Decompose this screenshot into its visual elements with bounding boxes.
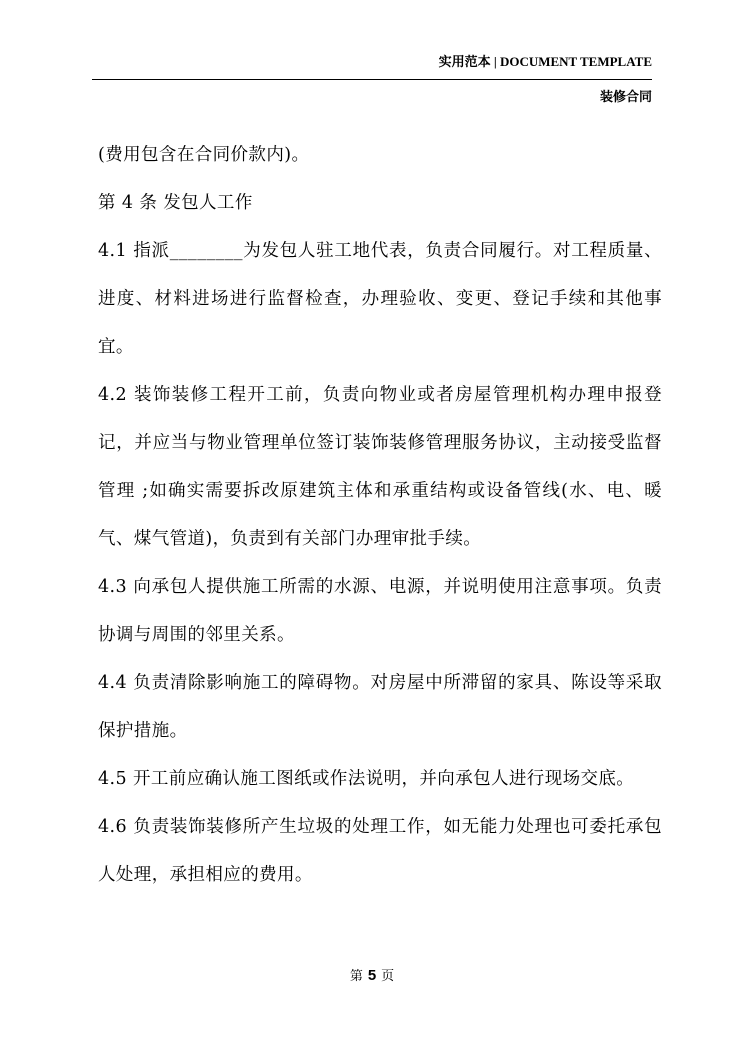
clause-4-3: 4.3 向承包人提供施工所需的水源、电源，并说明使用注意事项。负责协调与周围的邻里关系。 xyxy=(98,577,662,645)
header-title: 实用范本 | DOCUMENT TEMPLATE xyxy=(438,54,652,69)
clause-4-2: 4.2 装饰装修工程开工前，负责向物业或者房屋管理机构办理申报登记，并应当与物业管理单位签订装饰装修管理服务协议，主动接受监督管理 ;如确实需要拆改原建筑主体和承重结构或设备管线(水、电、暖气、煤气管道)，负责到有关部门办理审批手续。 xyxy=(98,385,662,549)
paragraph-fee-note: (费用包含在合同价款内)。 xyxy=(98,145,310,165)
clause-4-6: 4.6 负责装饰装修所产生垃圾的处理工作，如无能力处理也可委托承包人处理，承担相应的费用。 xyxy=(98,817,662,885)
document-body xyxy=(98,131,662,899)
page-suffix: 页 xyxy=(381,969,395,984)
clause-4-5: 4.5 开工前应确认施工图纸或作法说明，并向承包人进行现场交底。 xyxy=(98,769,635,789)
clause-4-1: 4.1 指派________为发包人驻工地代表，负责合同履行。对工程质量、进度、材料进场进行监督检查，办理验收、变更、登记手续和其他事宜。 xyxy=(98,241,662,357)
header-divider xyxy=(92,79,652,80)
page-prefix: 第 xyxy=(349,969,363,984)
clause-4-4: 4.4 负责清除影响施工的障碍物。对房屋中所滞留的家具、陈设等采取保护措施。 xyxy=(98,673,662,741)
page-footer xyxy=(0,965,744,984)
article-heading: 第 4 条 发包人工作 xyxy=(98,193,253,213)
header-subtitle: 装修合同 xyxy=(599,90,652,105)
page-number: 5 xyxy=(367,967,377,984)
